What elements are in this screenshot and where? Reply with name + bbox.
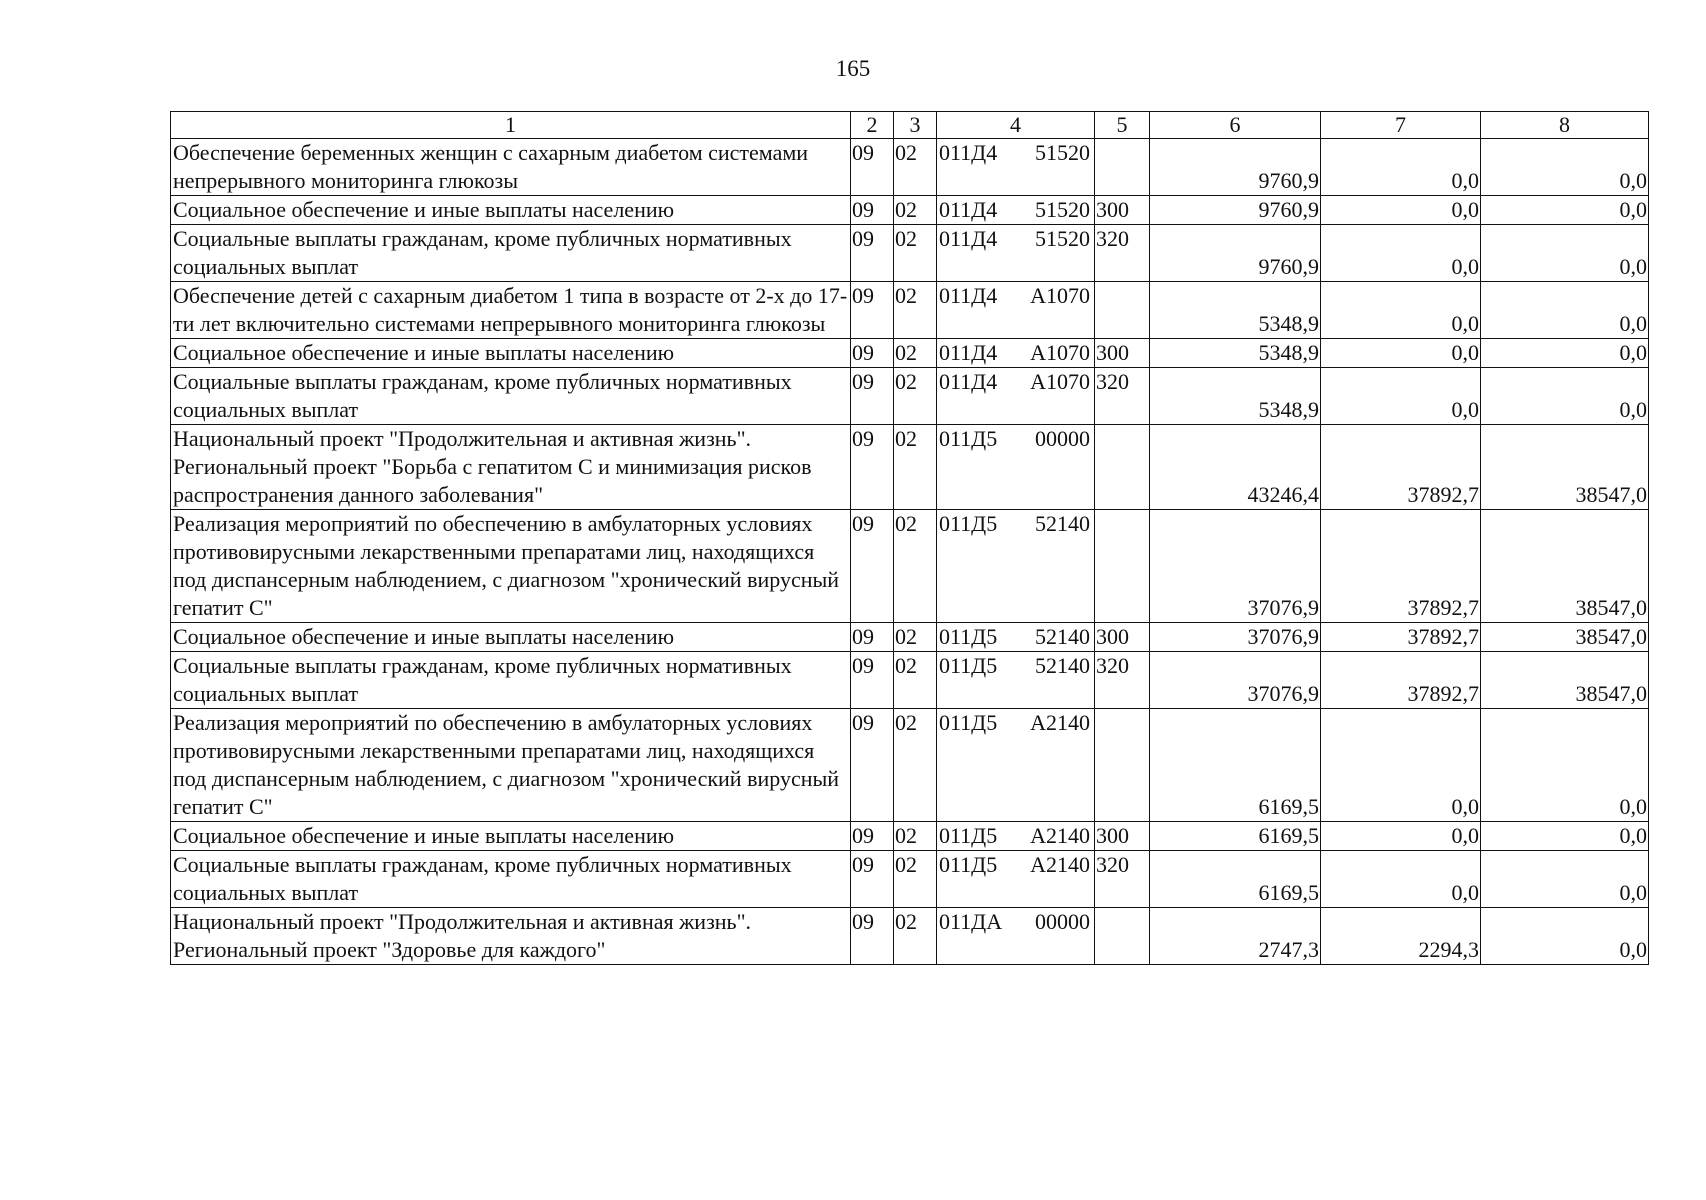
row-amount-col8: 0,0 bbox=[1481, 139, 1649, 196]
row-program-code: 011Д5 bbox=[939, 511, 998, 536]
row-amount-col6: 5348,9 bbox=[1150, 339, 1321, 368]
row-amount-col6: 6169,5 bbox=[1150, 822, 1321, 851]
row-direction-code: 51520 bbox=[1035, 197, 1090, 222]
table-row bbox=[171, 196, 1649, 225]
row-direction-code: A1070 bbox=[1030, 283, 1090, 308]
row-program-code: 011Д5 bbox=[939, 710, 998, 735]
row-target-article bbox=[937, 822, 1095, 851]
row-expense-type bbox=[1095, 510, 1150, 623]
row-program-code: 011Д5 bbox=[939, 624, 998, 649]
row-subsection: 02 bbox=[894, 196, 937, 225]
row-subsection: 02 bbox=[894, 510, 937, 623]
row-expense-type: 320 bbox=[1095, 368, 1150, 425]
row-subsection: 02 bbox=[894, 368, 937, 425]
row-section: 09 bbox=[851, 368, 894, 425]
row-section: 09 bbox=[851, 510, 894, 623]
row-amount-col6: 37076,9 bbox=[1150, 652, 1321, 709]
row-expense-type: 300 bbox=[1095, 623, 1150, 652]
row-name: Реализация мероприятий по обеспечению в амбулаторных условиях противовирусными лекарственными препаратами лиц, находящихся под диспансерным наблюдением, с диагнозом "хронический вирусный гепатит С" bbox=[171, 709, 851, 822]
header-cell: 2 bbox=[851, 112, 894, 139]
header-cell: 6 bbox=[1150, 112, 1321, 139]
row-target-article bbox=[937, 339, 1095, 368]
row-target-article bbox=[937, 652, 1095, 709]
table-row bbox=[171, 510, 1649, 623]
header-cell: 3 bbox=[894, 112, 937, 139]
row-name: Социальное обеспечение и иные выплаты населению bbox=[171, 623, 851, 652]
header-cell: 1 bbox=[171, 112, 851, 139]
row-section: 09 bbox=[851, 709, 894, 822]
row-target-article bbox=[937, 510, 1095, 623]
row-amount-col6: 43246,4 bbox=[1150, 425, 1321, 510]
row-amount-col8: 0,0 bbox=[1481, 851, 1649, 908]
row-program-code: 011Д4 bbox=[939, 197, 998, 222]
row-amount-col8: 0,0 bbox=[1481, 339, 1649, 368]
row-amount-col6: 5348,9 bbox=[1150, 368, 1321, 425]
row-subsection: 02 bbox=[894, 425, 937, 510]
row-amount-col8: 0,0 bbox=[1481, 368, 1649, 425]
row-name: Национальный проект "Продолжительная и активная жизнь". Региональный проект "Здоровье для каждого" bbox=[171, 908, 851, 965]
row-direction-code: 52140 bbox=[1035, 653, 1090, 678]
row-target-article bbox=[937, 282, 1095, 339]
row-expense-type bbox=[1095, 282, 1150, 339]
row-name: Социальные выплаты гражданам, кроме публичных нормативных социальных выплат bbox=[171, 368, 851, 425]
row-target-article bbox=[937, 851, 1095, 908]
row-amount-col8: 38547,0 bbox=[1481, 425, 1649, 510]
row-section: 09 bbox=[851, 851, 894, 908]
row-amount-col8: 0,0 bbox=[1481, 709, 1649, 822]
row-subsection: 02 bbox=[894, 908, 937, 965]
row-name: Обеспечение беременных женщин с сахарным диабетом системами непрерывного мониторинга глюкозы bbox=[171, 139, 851, 196]
row-subsection: 02 bbox=[894, 139, 937, 196]
row-section: 09 bbox=[851, 139, 894, 196]
row-amount-col7: 0,0 bbox=[1321, 339, 1481, 368]
row-amount-col8: 0,0 bbox=[1481, 822, 1649, 851]
row-amount-col6: 9760,9 bbox=[1150, 139, 1321, 196]
row-subsection: 02 bbox=[894, 339, 937, 368]
row-amount-col6: 5348,9 bbox=[1150, 282, 1321, 339]
row-direction-code: A1070 bbox=[1030, 340, 1090, 365]
row-target-article bbox=[937, 425, 1095, 510]
row-program-code: 011Д5 bbox=[939, 823, 998, 848]
row-subsection: 02 bbox=[894, 709, 937, 822]
row-expense-type: 300 bbox=[1095, 196, 1150, 225]
row-amount-col7: 37892,7 bbox=[1321, 652, 1481, 709]
row-amount-col6: 6169,5 bbox=[1150, 709, 1321, 822]
row-amount-col7: 0,0 bbox=[1321, 709, 1481, 822]
row-direction-code: 52140 bbox=[1035, 511, 1090, 536]
table-row bbox=[171, 139, 1649, 196]
row-direction-code: A1070 bbox=[1030, 369, 1090, 394]
row-program-code: 011Д5 bbox=[939, 852, 998, 877]
row-direction-code: 00000 bbox=[1035, 909, 1090, 934]
row-amount-col7: 37892,7 bbox=[1321, 623, 1481, 652]
row-direction-code: 00000 bbox=[1035, 426, 1090, 451]
row-subsection: 02 bbox=[894, 822, 937, 851]
table-row bbox=[171, 623, 1649, 652]
row-program-code: 011Д4 bbox=[939, 340, 998, 365]
table-row bbox=[171, 908, 1649, 965]
row-amount-col7: 0,0 bbox=[1321, 851, 1481, 908]
row-section: 09 bbox=[851, 225, 894, 282]
row-amount-col6: 2747,3 bbox=[1150, 908, 1321, 965]
row-expense-type: 320 bbox=[1095, 851, 1150, 908]
table-row bbox=[171, 225, 1649, 282]
row-program-code: 011Д4 bbox=[939, 140, 998, 165]
table-row bbox=[171, 282, 1649, 339]
row-section: 09 bbox=[851, 196, 894, 225]
row-subsection: 02 bbox=[894, 623, 937, 652]
row-direction-code: A2140 bbox=[1030, 852, 1090, 877]
row-section: 09 bbox=[851, 425, 894, 510]
row-subsection: 02 bbox=[894, 851, 937, 908]
page-number: 165 bbox=[835, 56, 871, 81]
row-target-article bbox=[937, 908, 1095, 965]
row-expense-type bbox=[1095, 908, 1150, 965]
row-section: 09 bbox=[851, 822, 894, 851]
row-amount-col8: 0,0 bbox=[1481, 282, 1649, 339]
row-amount-col6: 9760,9 bbox=[1150, 196, 1321, 225]
header-cell: 8 bbox=[1481, 112, 1649, 139]
table-row bbox=[171, 368, 1649, 425]
row-program-code: 011ДА bbox=[939, 909, 1003, 934]
row-name: Социальные выплаты гражданам, кроме публичных нормативных социальных выплат bbox=[171, 225, 851, 282]
row-direction-code: 52140 bbox=[1035, 624, 1090, 649]
row-expense-type: 300 bbox=[1095, 339, 1150, 368]
row-section: 09 bbox=[851, 908, 894, 965]
row-direction-code: 51520 bbox=[1035, 140, 1090, 165]
row-program-code: 011Д4 bbox=[939, 283, 998, 308]
row-amount-col6: 37076,9 bbox=[1150, 510, 1321, 623]
row-target-article bbox=[937, 225, 1095, 282]
row-expense-type: 320 bbox=[1095, 225, 1150, 282]
row-amount-col7: 0,0 bbox=[1321, 822, 1481, 851]
row-subsection: 02 bbox=[894, 282, 937, 339]
header-cell: 7 bbox=[1321, 112, 1481, 139]
row-amount-col8: 38547,0 bbox=[1481, 623, 1649, 652]
row-section: 09 bbox=[851, 282, 894, 339]
row-name: Социальные выплаты гражданам, кроме публичных нормативных социальных выплат bbox=[171, 851, 851, 908]
table-row bbox=[171, 709, 1649, 822]
row-amount-col8: 0,0 bbox=[1481, 225, 1649, 282]
row-amount-col7: 0,0 bbox=[1321, 368, 1481, 425]
row-program-code: 011Д4 bbox=[939, 369, 998, 394]
row-target-article bbox=[937, 368, 1095, 425]
row-program-code: 011Д5 bbox=[939, 653, 998, 678]
row-section: 09 bbox=[851, 339, 894, 368]
row-amount-col6: 37076,9 bbox=[1150, 623, 1321, 652]
row-section: 09 bbox=[851, 652, 894, 709]
row-name: Реализация мероприятий по обеспечению в амбулаторных условиях противовирусными лекарственными препаратами лиц, находящихся под диспансерным наблюдением, с диагнозом "хронический вирусный гепатит С" bbox=[171, 510, 851, 623]
row-expense-type bbox=[1095, 425, 1150, 510]
row-target-article bbox=[937, 139, 1095, 196]
row-name: Национальный проект "Продолжительная и активная жизнь". Региональный проект "Борьба с гепатитом С и минимизация рисков распространения данного заболевания" bbox=[171, 425, 851, 510]
row-name: Социальное обеспечение и иные выплаты населению bbox=[171, 822, 851, 851]
row-direction-code: A2140 bbox=[1030, 823, 1090, 848]
row-expense-type bbox=[1095, 139, 1150, 196]
budget-table bbox=[170, 111, 1649, 965]
row-amount-col7: 0,0 bbox=[1321, 282, 1481, 339]
row-amount-col8: 0,0 bbox=[1481, 908, 1649, 965]
header-cell: 5 bbox=[1095, 112, 1150, 139]
row-name: Социальные выплаты гражданам, кроме публичных нормативных социальных выплат bbox=[171, 652, 851, 709]
table-row bbox=[171, 851, 1649, 908]
row-amount-col7: 0,0 bbox=[1321, 196, 1481, 225]
table-row bbox=[171, 822, 1649, 851]
row-program-code: 011Д5 bbox=[939, 426, 998, 451]
row-amount-col8: 38547,0 bbox=[1481, 652, 1649, 709]
row-target-article bbox=[937, 709, 1095, 822]
row-expense-type: 300 bbox=[1095, 822, 1150, 851]
row-amount-col6: 9760,9 bbox=[1150, 225, 1321, 282]
table-header-row bbox=[171, 112, 1649, 139]
row-section: 09 bbox=[851, 623, 894, 652]
row-amount-col7: 2294,3 bbox=[1321, 908, 1481, 965]
row-amount-col7: 0,0 bbox=[1321, 225, 1481, 282]
row-expense-type: 320 bbox=[1095, 652, 1150, 709]
table-row bbox=[171, 652, 1649, 709]
row-amount-col7: 37892,7 bbox=[1321, 510, 1481, 623]
row-amount-col7: 0,0 bbox=[1321, 139, 1481, 196]
row-subsection: 02 bbox=[894, 652, 937, 709]
header-cell: 4 bbox=[937, 112, 1095, 139]
row-amount-col7: 37892,7 bbox=[1321, 425, 1481, 510]
row-name: Социальное обеспечение и иные выплаты населению bbox=[171, 339, 851, 368]
row-subsection: 02 bbox=[894, 225, 937, 282]
row-target-article bbox=[937, 196, 1095, 225]
row-amount-col6: 6169,5 bbox=[1150, 851, 1321, 908]
row-direction-code: A2140 bbox=[1030, 710, 1090, 735]
row-direction-code: 51520 bbox=[1035, 226, 1090, 251]
table-row bbox=[171, 425, 1649, 510]
row-name: Социальное обеспечение и иные выплаты населению bbox=[171, 196, 851, 225]
row-amount-col8: 0,0 bbox=[1481, 196, 1649, 225]
row-target-article bbox=[937, 623, 1095, 652]
row-name: Обеспечение детей с сахарным диабетом 1 типа в возрасте от 2-х до 17-ти лет включительно системами непрерывного мониторинга глюкозы bbox=[171, 282, 851, 339]
row-amount-col8: 38547,0 bbox=[1481, 510, 1649, 623]
table-row bbox=[171, 339, 1649, 368]
row-expense-type bbox=[1095, 709, 1150, 822]
row-program-code: 011Д4 bbox=[939, 226, 998, 251]
